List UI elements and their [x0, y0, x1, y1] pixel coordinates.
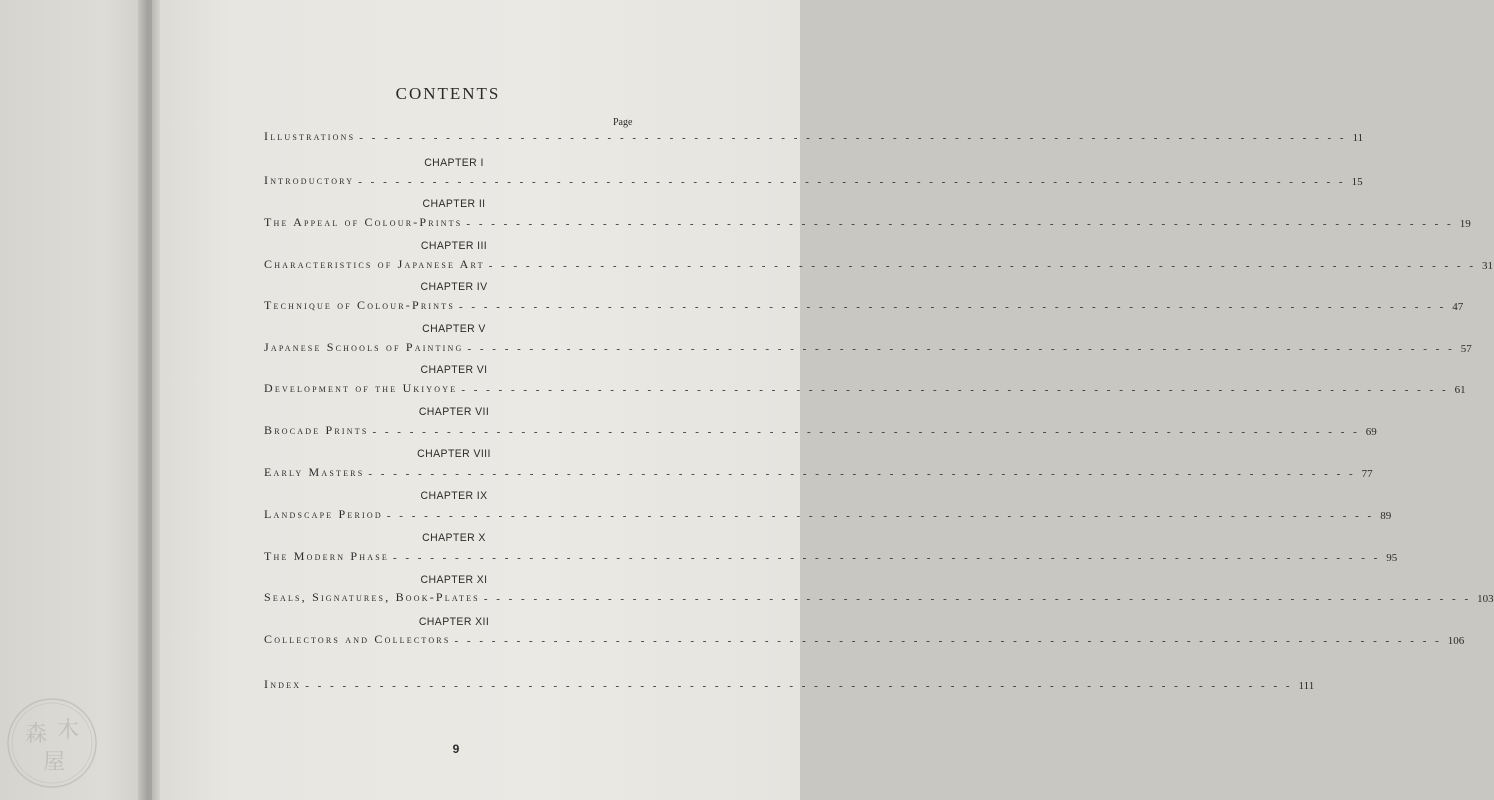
chapter-heading: CHAPTER II	[422, 197, 486, 211]
leader-dots: - - - - - - - - - - - - - - - - - - - - - - - - - - - - - - - - - - - - - - - - - - - - - - - - - - - - - - - - - - - - - - - - - - - - - - - - - - - - - - - -	[458, 301, 1447, 313]
toc-entry	[264, 128, 1364, 144]
toc-entry	[264, 380, 1466, 396]
toc-entry-title: The Modern Phase	[264, 549, 389, 563]
leader-dots: - - - - - - - - - - - - - - - - - - - - - - - - - - - - - - - - - - - - - - - - - - - - - - - - - - - - - - - - - - - - - - - - - - - - - - - - - - - - - - - -	[467, 343, 1455, 355]
chapter-heading: CHAPTER I	[424, 156, 484, 170]
toc-entry	[264, 172, 1363, 188]
page-number: 9	[452, 742, 460, 756]
toc-entry	[264, 548, 1398, 564]
chapter-heading: CHAPTER XII	[418, 615, 490, 629]
toc-entry-page: 106	[1447, 635, 1465, 647]
chapter-heading: CHAPTER V	[422, 322, 486, 336]
toc-entry-page: 77	[1361, 468, 1373, 480]
chapter-heading: CHAPTER IV	[420, 280, 488, 294]
toc-entry-title: Japanese Schools of Painting	[264, 340, 464, 354]
toc-entry-title: Brocade Prints	[264, 423, 369, 437]
chapter-heading: CHAPTER III	[420, 239, 488, 253]
toc-entry	[264, 256, 1493, 272]
toc-entry-page: 103	[1477, 593, 1494, 605]
leader-dots: - - - - - - - - - - - - - - - - - - - - - - - - - - - - - - - - - - - - - - - - - - - - - - - - - - - - - - - - - - - - - - - - - - - - - - - - - - - - - - - -	[466, 218, 1454, 230]
contents-title: CONTENTS	[395, 84, 501, 103]
leader-dots: - - - - - - - - - - - - - - - - - - - - - - - - - - - - - - - - - - - - - - - - - - - - - - - - - - - - - - - - - - - - - - - - - - - - - - - - - - - - - - - -	[372, 426, 1360, 438]
toc-entry-title: Collectors and Collectors	[264, 632, 451, 646]
leader-dots: - - - - - - - - - - - - - - - - - - - - - - - - - - - - - - - - - - - - - - - - - - - - - - - - - - - - - - - - - - - - - - - - - - - - - - - - - - - - - - - -	[461, 384, 1449, 396]
toc-entry-page: 47	[1452, 301, 1464, 313]
chapter-heading: CHAPTER XI	[420, 573, 488, 587]
seal-watermark-icon	[6, 697, 98, 789]
toc-entry-title: Seals, Signatures, Book-Plates	[264, 590, 480, 604]
toc-entry	[264, 422, 1377, 438]
chapter-heading: CHAPTER IX	[420, 489, 488, 503]
toc-entry-title: Characteristics of Japanese Art	[264, 257, 485, 271]
toc-entry	[264, 214, 1471, 230]
toc-entry	[264, 631, 1465, 647]
svg-text:森: 森	[24, 722, 48, 747]
leader-dots: - - - - - - - - - - - - - - - - - - - - - - - - - - - - - - - - - - - - - - - - - - - - - - - - - - - - - - - - - - - - - - - - - - - - - - - - - - - - - - - -	[483, 593, 1472, 605]
chapter-heading: CHAPTER VIII	[417, 447, 491, 461]
toc-entry-page: 61	[1454, 384, 1466, 396]
toc-entry	[264, 676, 1315, 692]
toc-entry-page: 95	[1386, 552, 1398, 564]
toc-entry-title: Development of the Ukiyoye	[264, 381, 458, 395]
toc-entry	[264, 464, 1373, 480]
book-gutter	[138, 0, 160, 800]
leader-dots: - - - - - - - - - - - - - - - - - - - - - - - - - - - - - - - - - - - - - - - - - - - - - - - - - - - - - - - - - - - - - - - - - - - - - - - - - - - - - - - -	[358, 176, 1346, 188]
leader-dots: - - - - - - - - - - - - - - - - - - - - - - - - - - - - - - - - - - - - - - - - - - - - - - - - - - - - - - - - - - - - - - - - - - - - - - - - - - - - - - - -	[368, 468, 1356, 480]
chapter-heading: CHAPTER X	[422, 531, 486, 545]
svg-text:木: 木	[56, 718, 80, 743]
toc-entry-page: 57	[1460, 343, 1472, 355]
toc-entry	[264, 506, 1392, 522]
toc-entry-page: 31	[1481, 260, 1493, 272]
toc-entry-title: Introductory	[264, 173, 355, 187]
toc-entry-title: Technique of Colour-Prints	[264, 298, 455, 312]
leader-dots: - - - - - - - - - - - - - - - - - - - - - - - - - - - - - - - - - - - - - - - - - - - - - - - - - - - - - - - - - - - - - - - - - - - - - - - - - - - - - - - -	[392, 552, 1381, 564]
left-page	[0, 0, 150, 800]
toc-entry-title: The Appeal of Colour-Prints	[264, 215, 463, 229]
toc-entry-page: 11	[1352, 132, 1364, 144]
toc-entry-page: 111	[1298, 680, 1315, 692]
toc-entry-page: 19	[1459, 218, 1471, 230]
toc-entry-title: Early Masters	[264, 465, 365, 479]
chapter-heading: CHAPTER VI	[420, 363, 488, 377]
svg-text:屋: 屋	[42, 750, 66, 775]
toc-entry	[264, 339, 1472, 355]
leader-dots: - - - - - - - - - - - - - - - - - - - - - - - - - - - - - - - - - - - - - - - - - - - - - - - - - - - - - - - - - - - - - - - - - - - - - - - - - - - - - - - -	[359, 132, 1347, 144]
chapter-heading: CHAPTER VII	[418, 405, 490, 419]
leader-dots: - - - - - - - - - - - - - - - - - - - - - - - - - - - - - - - - - - - - - - - - - - - - - - - - - - - - - - - - - - - - - - - - - - - - - - - - - - - - - - - -	[454, 635, 1442, 647]
toc-entry-page: 15	[1351, 176, 1363, 188]
toc-entry-title: Index	[264, 677, 302, 691]
leader-dots: - - - - - - - - - - - - - - - - - - - - - - - - - - - - - - - - - - - - - - - - - - - - - - - - - - - - - - - - - - - - - - - - - - - - - - - - - - - - - - - -	[488, 260, 1476, 272]
toc-entry-page: 69	[1365, 426, 1377, 438]
page-column-header: Page	[613, 117, 633, 128]
toc-entry	[264, 297, 1464, 313]
toc-entry-title: Illustrations	[264, 129, 356, 143]
leader-dots: - - - - - - - - - - - - - - - - - - - - - - - - - - - - - - - - - - - - - - - - - - - - - - - - - - - - - - - - - - - - - - - - - - - - - - - - - - - - - - - -	[305, 680, 1293, 692]
toc-entry-page: 89	[1380, 510, 1392, 522]
toc-entry	[264, 589, 1494, 605]
leader-dots: - - - - - - - - - - - - - - - - - - - - - - - - - - - - - - - - - - - - - - - - - - - - - - - - - - - - - - - - - - - - - - - - - - - - - - - - - - - - - - - -	[386, 510, 1375, 522]
toc-entry-title: Landscape Period	[264, 507, 383, 521]
